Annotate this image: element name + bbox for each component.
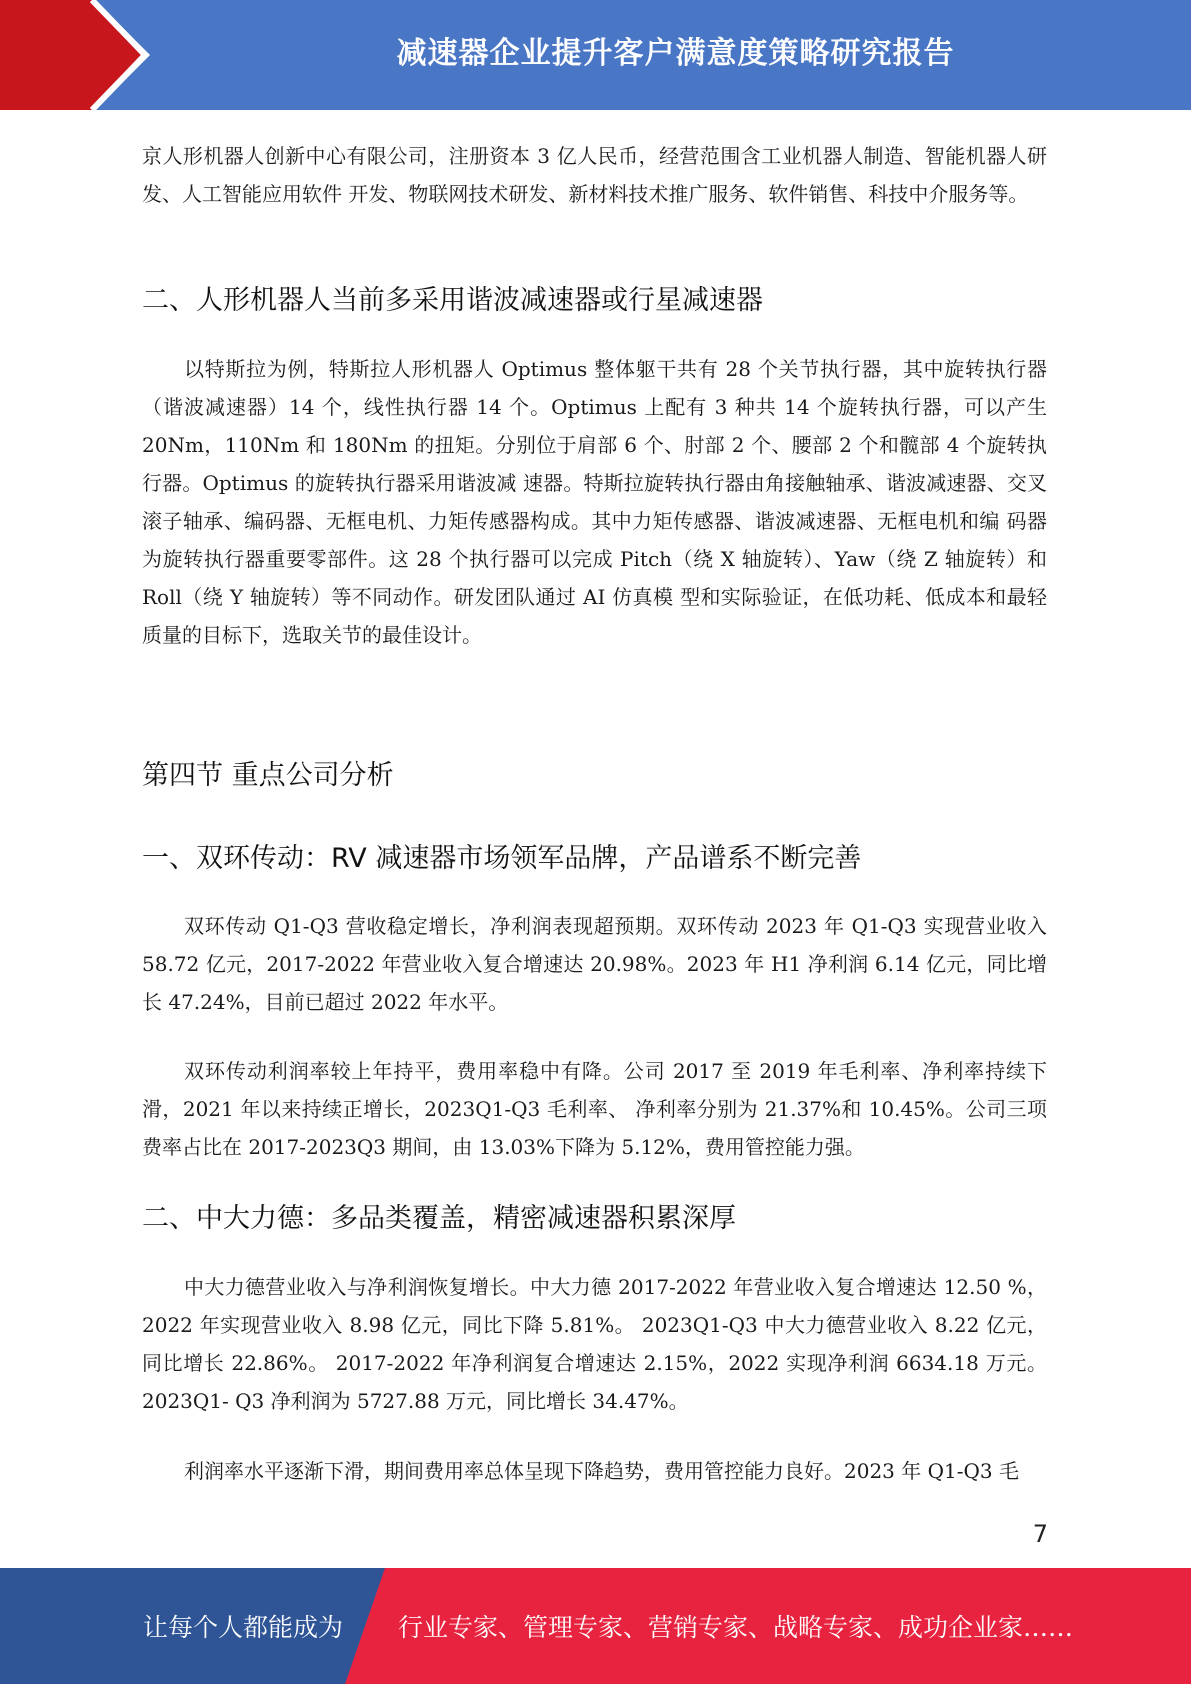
intro-paragraph: 京人形机器人创新中心有限公司，注册资本 3 亿人民币，经营范围含工业机器人制造、智能机器人研发、人工智能应用软件 开发、物联网技术研发、新材料技术推广服务、软件销售、科技中介服务等。	[142, 144, 1047, 206]
heading-humanoid-robot: 二、人形机器人当前多采用谐波减速器或行星减速器	[142, 285, 763, 316]
heading-shuanghuan: 一、双环传动：RV 减速器市场领军品牌，产品谱系不断完善	[142, 843, 862, 874]
report-title: 减速器企业提升客户满意度策略研究报告	[396, 36, 955, 71]
heading-zhongda: 二、中大力德：多品类覆盖，精密减速器积累深厚	[142, 1203, 736, 1234]
page-footer	[0, 1568, 1191, 1684]
footer-slogan-right: 行业专家、管理专家、营销专家、战略专家、成功企业家……	[398, 1613, 1074, 1642]
shuanghuan-paragraph-1: 双环传动 Q1-Q3 营收稳定增长，净利润表现超预期。双环传动 2023 年 Q1-Q3 实现营业收入 58.72 亿元，2017-2022 年营业收入复合增速达 20.98%。2023 年 H1 净利润 6.14 亿元，同比增长 47.24%，目前已超过 2022 年水平。	[142, 914, 1047, 1014]
heading-section-4: 第四节 重点公司分析	[142, 760, 394, 791]
tesla-paragraph: 以特斯拉为例，特斯拉人形机器人 Optimus 整体躯干共有 28 个关节执行器，其中旋转执行器（谐波减速器）14 个，线性执行器 14 个。Optimus 上配有 3 种共 14 个旋转执行器，可以产生 20Nm，110Nm 和 180Nm 的扭矩。分别位于肩部 6 个、肘部 2 个、腰部 2 个和髋部 4 个旋转执行器。Optimus 的旋转执行器采用谐波减 速器。特斯拉旋转执行器由角接触轴承、谐波减速器、交叉滚子轴承、编码器、无框电机、力矩传感器构成。其中力矩传感器、谐波减速器、无框电机和编 码器为旋转执行器重要零部件。这 28 个执行器可以完成 Pitch（绕 X 轴旋转）、Yaw（绕 Z 轴旋转）和 Roll（绕 Y 轴旋转）等不同动作。研发团队通过 AI 仿真模 型和实际验证，在低功耗、低成本和最轻质量的目标下，选取关节的最佳设计。	[142, 357, 1047, 647]
page-number: 7	[1032, 1520, 1048, 1548]
zhongda-paragraph-1: 中大力德营业收入与净利润恢复增长。中大力德 2017-2022 年营业收入复合增速达 12.50 %，2022 年实现营业收入 8.98 亿元，同比下降 5.81%。 2023Q1-Q3 中大力德营业收入 8.22 亿元，同比增长 22.86%。 2017-2022 年净利润复合增速达 2.15%，2022 实现净利润 6634.18 万元。2023Q1- Q3 净利润为 5727.88 万元，同比增长 34.47%。	[142, 1275, 1047, 1413]
footer-slogan-left: 让每个人都能成为	[143, 1613, 344, 1642]
shuanghuan-paragraph-2: 双环传动利润率较上年持平，费用率稳中有降。公司 2017 至 2019 年毛利率、净利率持续下滑，2021 年以来持续正增长，2023Q1-Q3 毛利率、 净利率分别为 21.37%和 10.45%。公司三项费率占比在 2017-2023Q3 期间，由 13.03%下降为 5.12%，费用管控能力强。	[142, 1059, 1047, 1159]
page-header	[0, 0, 1191, 110]
zhongda-paragraph-2: 利润率水平逐渐下滑，期间费用率总体呈现下降趋势，费用管控能力良好。2023 年 Q1-Q3 毛	[184, 1459, 1019, 1483]
